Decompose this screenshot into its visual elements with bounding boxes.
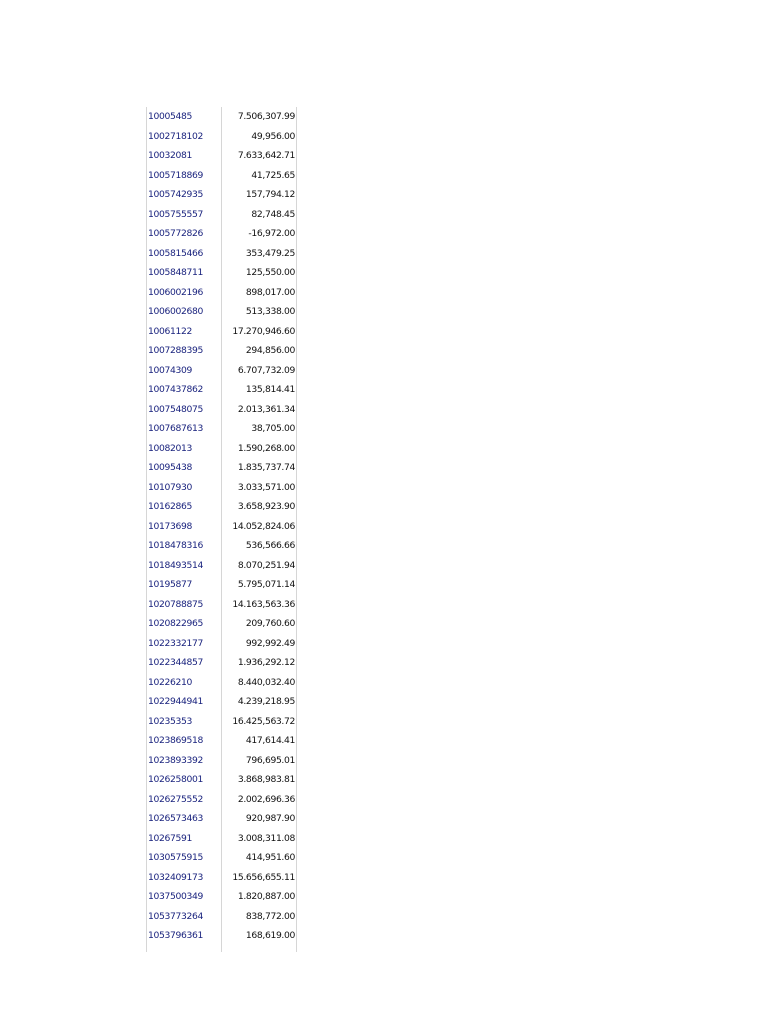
amount-value: 796,695.01 [245, 754, 295, 766]
table-row [146, 497, 297, 517]
account-id-link[interactable]: 1022344857 [148, 657, 203, 668]
amount-value: 7.633,642.71 [237, 150, 295, 161]
amount-value: 1.835,737.74 [237, 462, 295, 473]
amount-value: 513,338.00 [245, 306, 295, 317]
amount-value: -16,972.00 [248, 228, 295, 239]
table-row [146, 731, 297, 751]
amount-value: 294,856.00 [245, 345, 295, 356]
table-row [146, 595, 297, 615]
amount-value: 41,725.65 [251, 169, 295, 181]
amount-value: 536,566.66 [245, 540, 295, 551]
table-row [146, 751, 297, 771]
amount-value: 414,951.60 [245, 852, 295, 863]
table-row [146, 829, 297, 849]
table-row [146, 575, 297, 595]
amount-value: 3.868,983.81 [237, 774, 295, 785]
amount-value: 8.440,032.40 [237, 676, 295, 688]
account-id-link[interactable]: 1002718102 [148, 130, 203, 142]
data-table [146, 107, 297, 946]
account-id-link[interactable]: 1030575915 [148, 852, 203, 863]
amount-value: 1.820,887.00 [237, 891, 295, 902]
table-row [146, 146, 297, 166]
account-id-link[interactable]: 1007687613 [148, 423, 203, 434]
account-id-link[interactable]: 1007288395 [148, 345, 203, 356]
account-id-link[interactable]: 1005772826 [148, 228, 203, 239]
account-id-link[interactable]: 10032081 [148, 150, 192, 161]
account-id-link[interactable]: 1026258001 [148, 774, 203, 785]
amount-value: 14.163,563.36 [232, 598, 295, 610]
account-id-link[interactable]: 1026275552 [148, 793, 203, 805]
account-id-link[interactable]: 10095438 [148, 462, 192, 473]
account-id-link[interactable]: 1018478316 [148, 540, 203, 551]
amount-value: 17.270,946.60 [232, 325, 295, 337]
table-row [146, 712, 297, 732]
account-id-link[interactable]: 1005815466 [148, 247, 203, 259]
table-row [146, 614, 297, 634]
account-id-link[interactable]: 10267591 [148, 832, 192, 844]
account-id-link[interactable]: 1037500349 [148, 891, 203, 902]
account-id-link[interactable]: 1023893392 [148, 754, 203, 766]
table-row [146, 283, 297, 303]
table-row [146, 400, 297, 420]
table-row [146, 244, 297, 264]
amount-value: 38,705.00 [251, 423, 295, 434]
amount-value: 992,992.49 [245, 637, 295, 649]
amount-value: 7.506,307.99 [237, 111, 295, 122]
table-row [146, 205, 297, 225]
amount-value: 1.590,268.00 [237, 442, 295, 454]
account-id-link[interactable]: 1020788875 [148, 598, 203, 610]
account-id-link[interactable]: 1053773264 [148, 910, 203, 922]
amount-value: 125,550.00 [245, 267, 295, 278]
account-id-link[interactable]: 10061122 [148, 325, 192, 337]
table-row [146, 517, 297, 537]
account-id-link[interactable]: 10005485 [148, 111, 192, 122]
table-row [146, 380, 297, 400]
account-id-link[interactable]: 1005718869 [148, 169, 203, 181]
table-row [146, 634, 297, 654]
account-id-link[interactable]: 1026573463 [148, 813, 203, 824]
amount-value: 417,614.41 [245, 735, 295, 746]
amount-value: 135,814.41 [245, 384, 295, 395]
account-id-link[interactable]: 10226210 [148, 676, 192, 688]
amount-value: 157,794.12 [245, 189, 295, 200]
table-row [146, 868, 297, 888]
account-id-link[interactable]: 10107930 [148, 481, 192, 493]
amount-value: 6.707,732.09 [237, 364, 295, 376]
table-row [146, 478, 297, 498]
amount-value: 2.002,696.36 [237, 793, 295, 805]
table-row [146, 536, 297, 556]
account-id-link[interactable]: 10195877 [148, 579, 192, 590]
amount-value: 8.070,251.94 [237, 559, 295, 571]
table-row [146, 926, 297, 946]
amount-value: 920,987.90 [245, 813, 295, 824]
amount-value: 5.795,071.14 [237, 579, 295, 590]
table-row [146, 185, 297, 205]
account-id-link[interactable]: 1022332177 [148, 637, 203, 649]
table-row [146, 224, 297, 244]
table-row [146, 419, 297, 439]
table-row [146, 653, 297, 673]
account-id-link[interactable]: 1032409173 [148, 871, 203, 883]
table-row [146, 458, 297, 478]
table-row [146, 361, 297, 381]
amount-value: 1.936,292.12 [237, 657, 295, 668]
amount-value: 49,956.00 [251, 130, 295, 142]
amount-value: 16.425,563.72 [232, 715, 295, 727]
account-id-link[interactable]: 1005755557 [148, 208, 203, 220]
account-id-link[interactable]: 1020822965 [148, 618, 203, 629]
account-id-link[interactable]: 1022944941 [148, 696, 203, 707]
account-id-link[interactable]: 1005742935 [148, 189, 203, 200]
table-row [146, 809, 297, 829]
account-id-link[interactable]: 1053796361 [148, 930, 203, 941]
amount-value: 4.239,218.95 [237, 696, 295, 707]
account-id-link[interactable]: 10162865 [148, 501, 192, 512]
account-id-link[interactable]: 10173698 [148, 520, 192, 532]
account-id-link[interactable]: 1018493514 [148, 559, 203, 571]
account-id-link[interactable]: 1007548075 [148, 403, 203, 415]
table-row [146, 848, 297, 868]
table-body [146, 107, 297, 946]
amount-value: 838,772.00 [245, 910, 295, 922]
table-row [146, 907, 297, 927]
amount-value: 14.052,824.06 [232, 520, 295, 532]
account-id-link[interactable]: 1023869518 [148, 735, 203, 746]
table-row [146, 302, 297, 322]
account-id-link[interactable]: 1005848711 [148, 267, 203, 278]
table-row [146, 790, 297, 810]
amount-value: 898,017.00 [245, 286, 295, 298]
amount-value: 3.033,571.00 [237, 481, 295, 493]
table-row [146, 166, 297, 186]
amount-value: 82,748.45 [251, 208, 295, 220]
account-id-link[interactable]: 10074309 [148, 364, 192, 376]
amount-value: 2.013,361.34 [237, 403, 295, 415]
table-row [146, 263, 297, 283]
account-id-link[interactable]: 10235353 [148, 715, 192, 727]
table-row [146, 887, 297, 907]
table-row [146, 322, 297, 342]
amount-value: 15.656,655.11 [232, 871, 295, 883]
table-row [146, 439, 297, 459]
amount-value: 168,619.00 [245, 930, 295, 941]
amount-value: 3.658,923.90 [237, 501, 295, 512]
table-row [146, 107, 297, 127]
account-id-link[interactable]: 1006002196 [148, 286, 203, 298]
table-row [146, 341, 297, 361]
amount-value: 353,479.25 [245, 247, 295, 259]
table-row [146, 673, 297, 693]
table-row [146, 556, 297, 576]
account-id-link[interactable]: 10082013 [148, 442, 192, 454]
table-row [146, 127, 297, 147]
account-id-link[interactable]: 1006002680 [148, 306, 203, 317]
amount-value: 3.008,311.08 [237, 832, 295, 844]
table-row [146, 770, 297, 790]
account-id-link[interactable]: 1007437862 [148, 384, 203, 395]
amount-value: 209,760.60 [245, 618, 295, 629]
table-row [146, 692, 297, 712]
